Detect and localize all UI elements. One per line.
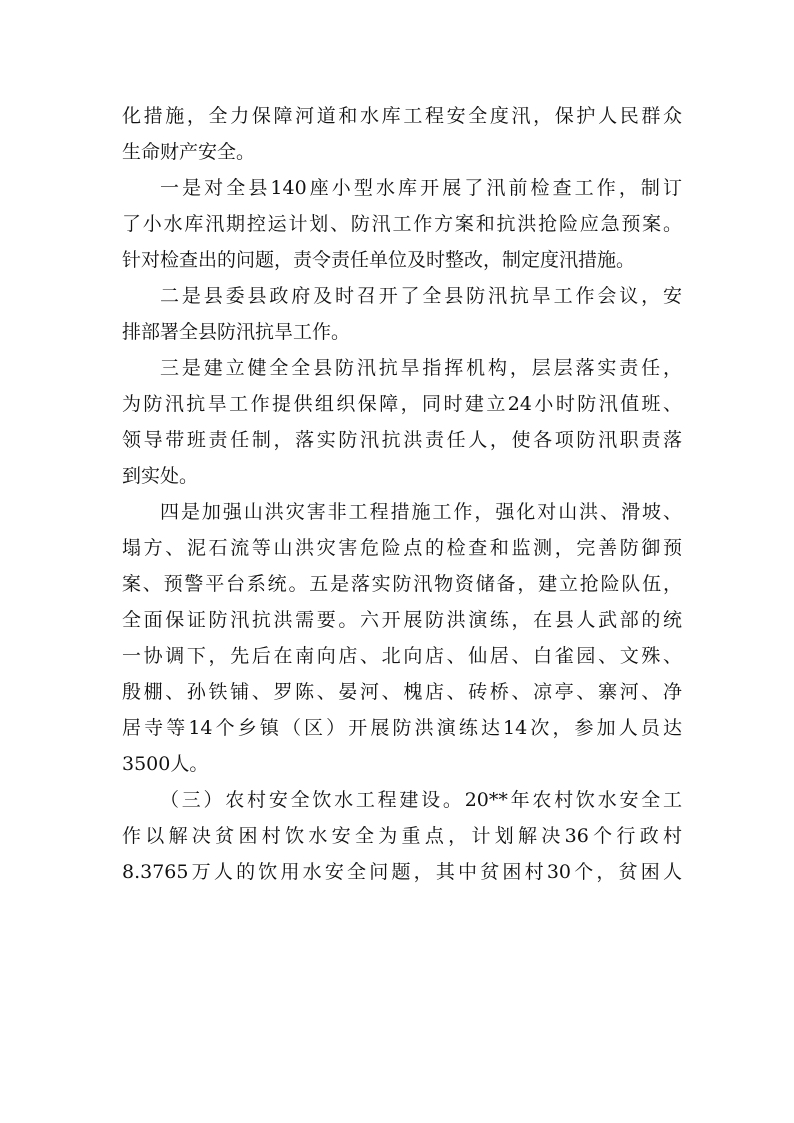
text-line: 了小水库汛期控运计划、防汛工作方案和抗洪抢险应急预案。	[122, 213, 682, 235]
text-line: 塌方、泥石流等山洪灾害危险点的检查和监测，完善防御预	[122, 537, 682, 559]
text-line: 三是建立健全全县防汛抗旱指挥机构，层层落实责任，	[160, 357, 682, 379]
text-line: 二是县委县政府及时召开了全县防汛抗旱工作会议，安	[160, 285, 682, 307]
text-line: 针对检查出的问题，责令责任单位及时整改，制定度汛措施。	[122, 249, 636, 271]
text-line: 殷棚、孙铁铺、罗陈、晏河、槐店、砖桥、凉亭、寨河、净	[122, 681, 682, 703]
text-line: 作以解决贫困村饮水安全为重点，计划解决36个行政村	[122, 825, 682, 847]
text-line: 一是对全县140座小型水库开展了汛前检查工作，制订	[160, 177, 682, 199]
text-line: 案、预警平台系统。五是落实防汛物资储备，建立抢险队伍，	[122, 573, 682, 595]
text-line: 生命财产安全。	[122, 141, 256, 163]
text-line: 一协调下，先后在南向店、北向店、仙居、白雀园、文殊、	[122, 645, 682, 667]
text-line: 3500人。	[122, 753, 209, 775]
text-line: 领导带班责任制，落实防汛抗洪责任人，使各项防汛职责落	[122, 429, 682, 451]
text-line: 四是加强山洪灾害非工程措施工作，强化对山洪、滑坡、	[160, 501, 682, 523]
text-line: 居寺等14个乡镇（区）开展防洪演练达14次，参加人员达	[122, 717, 682, 739]
text-line: 化措施，全力保障河道和水库工程安全度汛，保护人民群众	[122, 105, 682, 127]
text-line: 为防汛抗旱工作提供组织保障，同时建立24小时防汛值班、	[122, 393, 682, 415]
text-line: 全面保证防汛抗洪需要。六开展防洪演练，在县人武部的统	[122, 609, 682, 631]
text-line: 8.3765万人的饮用水安全问题，其中贫困村30个，贫困人	[122, 861, 682, 883]
text-line: （三）农村安全饮水工程建设。20**年农村饮水安全工	[160, 789, 682, 811]
text-line: 到实处。	[122, 465, 199, 487]
body-text	[122, 98, 682, 890]
text-line: 排部署全县防汛抗旱工作。	[122, 321, 351, 343]
